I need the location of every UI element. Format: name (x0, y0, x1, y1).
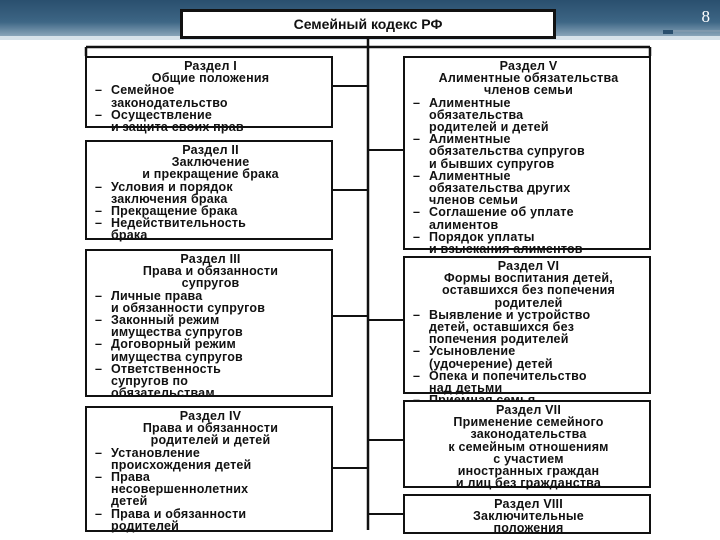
section-name-line: иностранных граждан (457, 464, 600, 479)
section-name-line: Заключение (171, 155, 250, 170)
section-name-line: с участием (493, 451, 564, 466)
dash-marker: – (95, 107, 103, 122)
dash-marker: – (95, 216, 103, 231)
section-name-line: и лиц без гражданства (455, 476, 602, 491)
section-4-box (85, 406, 333, 532)
dash-marker: – (413, 95, 421, 110)
dash-marker: – (413, 307, 421, 322)
section-7-box (403, 400, 651, 491)
section-item-text: Недействительность (111, 216, 247, 231)
section-item-continued (95, 520, 326, 532)
dash-marker: – (413, 205, 421, 220)
diagram-title: Семейный кодекс РФ (180, 9, 556, 39)
dash-marker: – (95, 361, 103, 376)
section-item-text: и обязанности супругов (111, 300, 266, 315)
section-item-text: попечения родителей (429, 332, 569, 347)
section-item-text: Прекращение брака (111, 204, 238, 219)
section-name-line: Общие положения (151, 71, 270, 86)
dash-marker: – (413, 368, 421, 383)
section-item-text: супругов по (111, 374, 189, 389)
section-item-text: обязательства других (429, 181, 571, 196)
section-item-text: (удочерение) детей (429, 356, 553, 371)
section-item-text: имущества супругов (111, 349, 243, 364)
section-item-text: и защита своих прав (111, 120, 244, 135)
section-item-text: заключения брака (111, 191, 228, 206)
dash-marker: – (95, 445, 103, 460)
section-item-text: и взыскания алиментов (429, 242, 583, 257)
section-item-continued (95, 121, 326, 133)
dash-marker: – (413, 132, 421, 147)
section-item-text: брака (111, 228, 148, 243)
section-heading: Раздел IV (179, 409, 242, 423)
section-item-text: Соглашение об уплате (429, 205, 574, 220)
dash-marker: – (413, 229, 421, 244)
section-name-line: положения (493, 521, 564, 536)
section-item-text: родителей (111, 518, 180, 533)
section-1-box (85, 56, 333, 135)
dash-marker: – (95, 288, 103, 303)
section-name-line: родителей и детей (150, 433, 271, 448)
dash-marker: – (95, 204, 103, 219)
section-name-line: супругов (181, 276, 240, 291)
section-item-text: и бывших супругов (429, 156, 555, 171)
section-item-text: алиментов (429, 217, 499, 232)
section-item-text: Семейное (111, 83, 175, 98)
section-item-text: Порядок уплаты (429, 229, 535, 244)
section-item-text: обязательства (429, 107, 524, 122)
dash-marker: – (413, 344, 421, 359)
dash-marker: – (95, 337, 103, 352)
section-name-line: Применение семейного (453, 415, 604, 430)
section-name-line: к семейным отношениям (448, 439, 609, 454)
section-name-line: и прекращение брака (142, 167, 279, 182)
dash-marker: – (95, 83, 103, 98)
section-item-text: Алиментные (429, 132, 511, 147)
section-item-text: Договорный режим (111, 337, 236, 352)
section-item-continued (95, 229, 326, 241)
section-item-text: Усыновление (429, 344, 516, 359)
dash-marker: – (413, 168, 421, 183)
section-item-text: членов семьи (429, 193, 519, 208)
section-name-line: Права и обязанности (142, 264, 279, 279)
section-heading: Раздел VI (497, 259, 560, 273)
section-item-text: Алиментные (429, 168, 511, 183)
section-name-line: законодательства (470, 427, 587, 442)
section-item-text: происхождения детей (111, 457, 252, 472)
section-8-box (403, 494, 651, 534)
section-item-text: Условия и порядок (111, 179, 233, 194)
section-3-box (85, 249, 333, 401)
section-5-box (403, 56, 651, 257)
section-name-line: оставшихся без попечения (442, 283, 615, 298)
section-name-line: Формы воспитания детей, (444, 271, 613, 286)
section-item-text: Осуществление (111, 107, 213, 122)
section-heading: Раздел I (184, 59, 237, 73)
section-heading: Раздел VIII (494, 497, 563, 511)
section-6-box (403, 256, 651, 394)
section-item-continued (95, 387, 326, 399)
section-2-box (85, 140, 333, 243)
section-name-line: Заключительные (473, 509, 584, 524)
section-heading: Раздел II (182, 143, 239, 157)
section-item-text: несовершеннолетних (111, 482, 249, 497)
slide-number: 8 (701, 7, 710, 26)
section-item-text: Ответственность (111, 361, 221, 376)
dash-marker: – (95, 506, 103, 521)
section-item-continued (413, 243, 644, 255)
section-item-text: над детьми (429, 381, 503, 396)
section-name-line: членов семьи (483, 83, 574, 98)
section-item-text: Алиментные (429, 95, 511, 110)
section-item-text: Права (111, 470, 151, 485)
section-item-text: обязательствам (111, 386, 215, 401)
section-heading: Раздел V (499, 59, 558, 73)
section-item-text: Выявление и устройство (429, 307, 591, 322)
dash-marker: – (95, 179, 103, 194)
section-heading: Раздел III (180, 252, 241, 266)
section-name-line: Алиментные обязательства (438, 71, 619, 86)
section-name-line: Права и обязанности (142, 421, 279, 436)
dash-marker: – (95, 313, 103, 328)
section-item-text: имущества супругов (111, 325, 243, 340)
section-name-line: родителей (494, 295, 563, 310)
section-item-text: обязательства супругов (429, 144, 585, 159)
section-item-text: детей (111, 494, 148, 509)
section-item-text: Опека и попечительство (429, 368, 587, 383)
section-item-text: родителей и детей (429, 120, 549, 135)
section-item-text: детей, оставшихся без (429, 320, 575, 335)
section-item-text: Законный режим (111, 313, 220, 328)
section-heading: Раздел VII (495, 403, 562, 417)
section-item-text: законодательство (111, 95, 228, 110)
section-item-text: Личные права (111, 288, 203, 303)
section-item-text: Установление (111, 445, 201, 460)
dash-marker: – (95, 470, 103, 485)
section-item-text: Права и обязанности (111, 506, 247, 521)
